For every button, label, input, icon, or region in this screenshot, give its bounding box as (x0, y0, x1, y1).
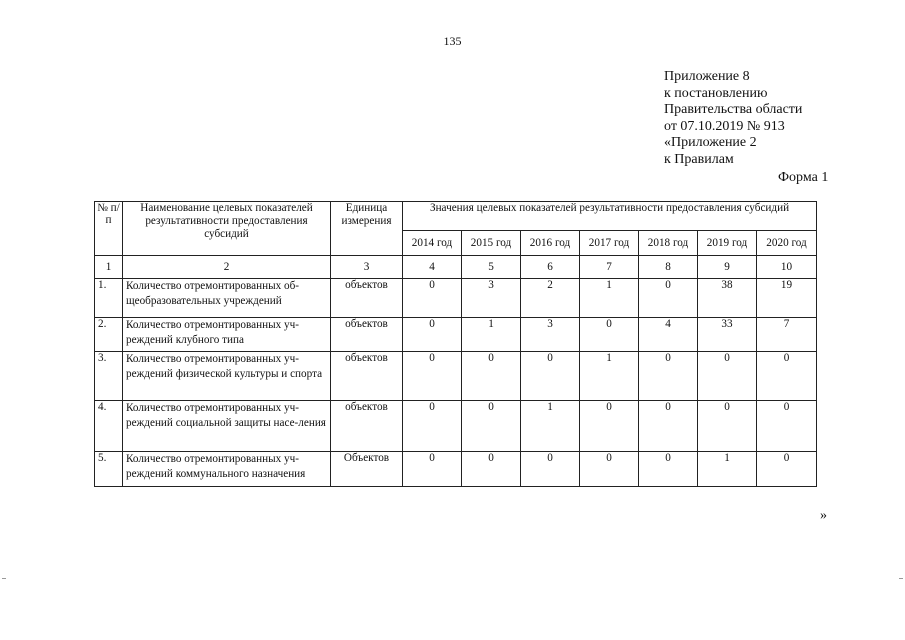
closing-quote: » (820, 508, 827, 523)
value-cell: 38 (698, 279, 757, 318)
indicator-name: Количество отремонтированных уч-реждений коммунального назначения (123, 452, 331, 487)
table-row (95, 279, 817, 318)
header-year: 2014 год (403, 231, 462, 256)
value-cell: 0 (639, 352, 698, 401)
value-cell: 19 (757, 279, 817, 318)
column-number: 4 (403, 256, 462, 279)
scan-edge-mark (2, 578, 6, 579)
value-cell: 0 (698, 352, 757, 401)
value-cell: 4 (639, 318, 698, 352)
header-year: 2016 год (521, 231, 580, 256)
row-number: 5. (95, 452, 123, 487)
value-cell: 0 (403, 401, 462, 452)
value-cell: 0 (757, 352, 817, 401)
column-number: 3 (331, 256, 403, 279)
value-cell: 3 (521, 318, 580, 352)
table-row (95, 401, 817, 452)
column-number: 2 (123, 256, 331, 279)
value-cell: 0 (580, 318, 639, 352)
table-row (95, 318, 817, 352)
value-cell: 0 (698, 401, 757, 452)
indicator-name: Количество отремонтированных об-щеобразовательных учреждений (123, 279, 331, 318)
header-year: 2015 год (462, 231, 521, 256)
value-cell: 0 (580, 452, 639, 487)
value-cell: 0 (639, 279, 698, 318)
value-cell: 1 (521, 401, 580, 452)
value-cell: 0 (462, 352, 521, 401)
header-unit: Единица измерения (331, 202, 403, 256)
value-cell: 1 (462, 318, 521, 352)
unit-cell: объектов (331, 318, 403, 352)
indicators-table (94, 201, 817, 487)
value-cell: 1 (698, 452, 757, 487)
value-cell: 7 (757, 318, 817, 352)
value-cell: 0 (521, 352, 580, 401)
indicator-name: Количество отремонтированных уч-реждений клубного типа (123, 318, 331, 352)
value-cell: 33 (698, 318, 757, 352)
column-number: 10 (757, 256, 817, 279)
value-cell: 0 (580, 401, 639, 452)
indicator-name: Количество отремонтированных уч-реждений физической культуры и спорта (123, 352, 331, 401)
row-number: 4. (95, 401, 123, 452)
value-cell: 0 (639, 401, 698, 452)
value-cell: 0 (403, 318, 462, 352)
column-number: 6 (521, 256, 580, 279)
value-cell: 0 (521, 452, 580, 487)
header-year: 2020 год (757, 231, 817, 256)
value-cell: 0 (757, 452, 817, 487)
value-cell: 0 (403, 279, 462, 318)
table-row (95, 352, 817, 401)
table-row (95, 452, 817, 487)
header-name: Наименование целевых показателей результативности предоставления субсидий (123, 202, 331, 256)
column-number: 8 (639, 256, 698, 279)
page-number: 135 (443, 34, 462, 48)
appendix-line: к Правилам (664, 151, 734, 167)
column-number: 1 (95, 256, 123, 279)
indicator-name: Количество отремонтированных уч-реждений социальной защиты насе-ления (123, 401, 331, 452)
column-number: 5 (462, 256, 521, 279)
value-cell: 0 (462, 452, 521, 487)
row-number: 1. (95, 279, 123, 318)
unit-cell: объектов (331, 352, 403, 401)
value-cell: 2 (521, 279, 580, 318)
column-number: 9 (698, 256, 757, 279)
unit-cell: Объектов (331, 452, 403, 487)
value-cell: 0 (462, 401, 521, 452)
header-year: 2018 год (639, 231, 698, 256)
value-cell: 1 (580, 279, 639, 318)
appendix-line: «Приложение 2 (664, 135, 757, 151)
scan-edge-mark (899, 578, 903, 579)
value-cell: 0 (403, 452, 462, 487)
value-cell: 3 (462, 279, 521, 318)
value-cell: 1 (580, 352, 639, 401)
unit-cell: объектов (331, 279, 403, 318)
value-cell: 0 (403, 352, 462, 401)
row-number: 3. (95, 352, 123, 401)
row-number: 2. (95, 318, 123, 352)
appendix-line: Правительства области (664, 102, 803, 118)
appendix-block (664, 69, 802, 169)
value-cell: 0 (639, 452, 698, 487)
header-values-group: Значения целевых показателей результативности предоставления субсидий (403, 202, 817, 231)
appendix-line: от 07.10.2019 № 913 (664, 118, 785, 134)
header-no: № п/п (95, 202, 123, 256)
header-year: 2017 год (580, 231, 639, 256)
form-label: Форма 1 (778, 170, 829, 185)
unit-cell: объектов (331, 401, 403, 452)
header-year: 2019 год (698, 231, 757, 256)
value-cell: 0 (757, 401, 817, 452)
column-number: 7 (580, 256, 639, 279)
appendix-line: Приложение 8 (664, 69, 750, 84)
appendix-line: к постановлению (664, 85, 768, 101)
